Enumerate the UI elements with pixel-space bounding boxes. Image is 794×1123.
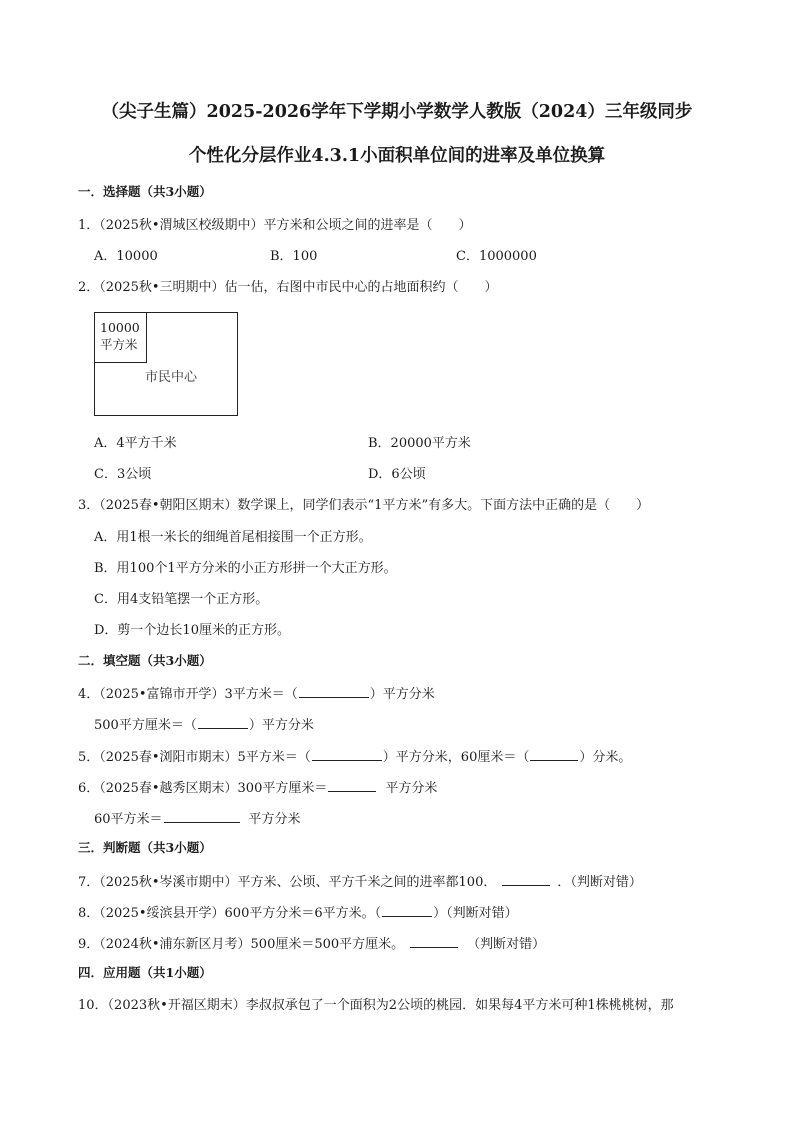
q3-stem: 3．（2025春•朝阳区期末）数学课上，同学们表示“1平方米”有多大。下面方法中正确的是（ ）	[78, 498, 650, 513]
q7-line	[78, 874, 642, 889]
q3-option-d: D．剪一个边长10厘米的正方形。	[94, 623, 290, 638]
q6-answer-blank-1[interactable]	[328, 780, 376, 792]
q8-line	[78, 905, 518, 920]
section-heading-choice: 一．选择题（共3小题）	[78, 184, 212, 199]
q4-line2	[94, 717, 314, 732]
q3-option-b: B．用100个1平方分米的小正方形拼一个大正方形。	[94, 561, 397, 576]
q2-option-c: C．3公顷	[94, 467, 152, 482]
q2-stem: 2．（2025秋•三明期中）估一估，右图中市民中心的占地面积约（ ）	[78, 280, 498, 295]
q1-option-a: A．10000	[94, 249, 158, 264]
q1-stem: 1．（2025秋•渭城区校级期中）平方米和公顷之间的进率是（ ）	[78, 218, 472, 233]
q8-text-b: ）（判断对错）	[433, 906, 518, 921]
q9-line	[78, 936, 545, 951]
q4-line1-text-a: 4．（2025•富锦市开学）3平方米＝（	[78, 687, 298, 702]
q1-option-c: C．1000000	[456, 249, 537, 264]
q10-stem: 10．（2023秋•开福区期末）李叔叔承包了一个面积为2公顷的桃园．如果每4平方米可种1株桃桃树，那	[78, 998, 674, 1013]
q5-text-b: ）平方分米，60厘米＝（	[382, 750, 530, 765]
document-title-line1: （尖子生篇）2025-2026学年下学期小学数学人教版（2024）三年级同步	[101, 102, 693, 122]
q5-answer-blank-2[interactable]	[530, 749, 578, 761]
q5-text-a: 5．（2025春•浏阳市期末）5平方米＝（	[78, 750, 311, 765]
document-title-line2: 个性化分层作业4.3.1小面积单位间的进率及单位换算	[188, 146, 606, 166]
q8-answer-blank[interactable]	[382, 905, 432, 917]
q4-line1-text-b: ）平方分米	[369, 687, 435, 702]
q4-line2-text-a: 500平方厘米＝（	[94, 718, 197, 733]
q9-text-a: 9．（2024秋•浦东新区月考）500厘米＝500平方厘米。	[78, 937, 405, 952]
q2-figure-unit-square	[95, 313, 147, 363]
section-heading-fill: 二．填空题（共3小题）	[78, 653, 212, 668]
q3-option-c: C．用4支铅笔摆一个正方形。	[94, 592, 269, 607]
q9-text-b: （判断对错）	[467, 937, 546, 952]
q3-option-a: A．用1根一米长的细绳首尾相接围一个正方形。	[94, 530, 372, 545]
q8-text-a: 8．（2025•绥滨县开学）600平方分米＝6平方米。（	[78, 906, 382, 921]
q6-line1-text-b: 平方分米	[385, 781, 438, 796]
section-heading-judge: 三．判断题（共3小题）	[78, 840, 212, 855]
q6-line1-text-a: 6．（2025春•越秀区期末）300平方厘米＝	[78, 781, 328, 796]
q2-figure-center-label: 市民中心	[145, 370, 198, 385]
q5-line	[78, 749, 631, 764]
q6-line2	[94, 811, 301, 826]
q1-option-b: B．100	[270, 249, 318, 264]
q4-answer-blank-2[interactable]	[198, 717, 248, 729]
q7-answer-blank[interactable]	[502, 874, 550, 886]
q9-answer-blank[interactable]	[410, 936, 458, 948]
q5-answer-blank-1[interactable]	[312, 749, 382, 761]
q2-option-b: B．20000平方米	[368, 436, 471, 451]
q2-figure	[94, 312, 238, 416]
q7-text-b: ．（判断对错）	[557, 875, 642, 890]
q2-option-d: D．6公顷	[368, 467, 426, 482]
q2-option-a: A．4平方千米	[94, 436, 177, 451]
q5-text-c: ）分米。	[579, 750, 632, 765]
q2-figure-unit-label: 平方米	[100, 337, 138, 352]
q4-answer-blank-1[interactable]	[299, 686, 369, 698]
q6-line1	[78, 780, 437, 795]
q6-line2-text-b: 平方分米	[248, 812, 301, 827]
section-heading-application: 四．应用题（共1小题）	[78, 965, 212, 980]
q7-text-a: 7．（2025秋•岑溪市期中）平方米、公顷、平方千米之间的进率都100．	[78, 875, 497, 890]
q4-line2-text-b: ）平方分米	[248, 718, 314, 733]
q4-line1	[78, 686, 435, 701]
q2-figure-unit-number: 10000	[100, 320, 140, 335]
q6-answer-blank-2[interactable]	[164, 811, 240, 823]
q6-line2-text-a: 60平方米＝	[94, 812, 163, 827]
